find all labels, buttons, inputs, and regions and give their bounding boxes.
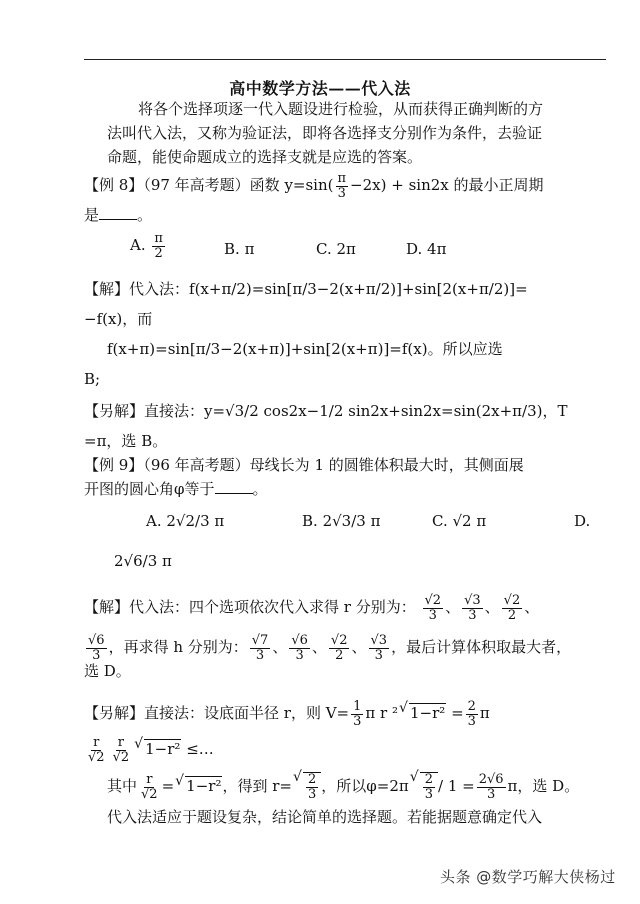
intro-line-3: 命题，能使命题成立的选择支就是应选的答案。: [107, 148, 423, 166]
example8-option-a: A. $\frac{\pi}{2}$: [130, 231, 163, 261]
example8-alt-l2: =π，选 B。: [84, 432, 168, 450]
example8-option-b: B. π: [224, 240, 255, 258]
fraction: $\frac{\pi}{3}$: [337, 171, 347, 201]
answer-blank: [99, 207, 137, 220]
example8-stem: 【例 8】（97 年高考题）函数 y=sin( $\frac{\pi}{3}$ −2x) + sin2x 的最小正周期: [84, 171, 544, 201]
intro-line-1: 将各个选择项逐一代入题设进行检验，从而获得正确判断的方: [138, 100, 544, 118]
example8-solution-l3: f(x+π)=sin[π/3−2(x+π)]+sin[2(x+π)]=f(x)。所以应选: [107, 340, 503, 358]
example9-option-a: A. 2√2/3 π: [146, 512, 225, 530]
top-rule: [84, 59, 606, 60]
example9-alt-l2: $\frac{r}{√2}$ $\frac{r}{√2}$ √ 1−r² ≤…: [84, 736, 214, 764]
example8-tag: 【例 8】: [84, 176, 144, 195]
example8-source: （97 年高考题）: [143, 176, 250, 195]
example8-stem-line2: 是 。: [84, 206, 153, 224]
example9-option-d-value: 2√6/3 π: [114, 552, 172, 570]
example9-stem-l2: 开图的圆心角φ等于 。: [84, 480, 268, 498]
example8-option-c: C. 2π: [316, 240, 356, 258]
example9-option-c: C. √2 π: [432, 512, 487, 530]
example9-stem-l1: 【例 9】（96 年高考题）母线长为 1 的圆锥体积最大时，其侧面展: [84, 456, 524, 474]
example9-alt-l1: 【另解】直接法：设底面半径 r，则 V= $\frac{1}{3}$ π r ²√ 1−r² = $\frac{2}{3}$ π: [84, 700, 490, 728]
closing-line: 代入法适应于题设复杂，结论简单的选择题。若能据题意确定代入: [107, 808, 543, 826]
example9-solution-l3: 选 D。: [84, 662, 131, 680]
example9-solution-l2: $\frac{√6}{3}$ ，再求得 h 分别为： $\frac{√7}{3}$ 、 $\frac{√6}{3}$ 、 $\frac{√2}{2}$ 、 $\frac{√3}{3}$ ，最后计算体积取最大者，: [88, 633, 572, 663]
watermark: 头条 @数学巧解大侠杨过: [440, 868, 616, 886]
example8-option-d: D. 4π: [406, 240, 447, 258]
example9-option-b: B. 2√3/3 π: [302, 512, 381, 530]
example9-alt-l3: 其中 $\frac{r}{√2}$ =√ 1−r²，得到 r= √ $\frac{2}{3}$ ，所以φ=2π √ $\frac{2}{3}$ / 1 = $\frac{2√6}{3}$ π，选 D。: [107, 772, 579, 801]
answer-blank: [215, 481, 253, 494]
example8-solution-l1: 【解】代入法：f(x+π/2)=sin[π/3−2(x+π/2)]+sin[2(x+π/2)]=: [84, 280, 528, 298]
example9-option-d-label: D.: [574, 512, 591, 530]
page-title: 高中数学方法——代入法: [229, 79, 411, 98]
intro-line-2: 法叫代入法，又称为验证法，即将各选择支分别作为条件，去验证: [107, 124, 543, 142]
example9-solution-l1: 【解】代入法：四个选项依次代入求得 r 分别为： $\frac{√2}{3}$ 、 $\frac{√3}{3}$ 、 $\frac{√2}{2}$ 、: [84, 593, 540, 623]
example8-solution-l4: B;: [84, 370, 101, 388]
example8-alt-l1: 【另解】直接法：y=√3/2 cos2x−1/2 sin2x+sin2x=sin(2x+π/3)，T: [84, 402, 568, 420]
example8-solution-l2: −f(x)，而: [84, 310, 153, 328]
